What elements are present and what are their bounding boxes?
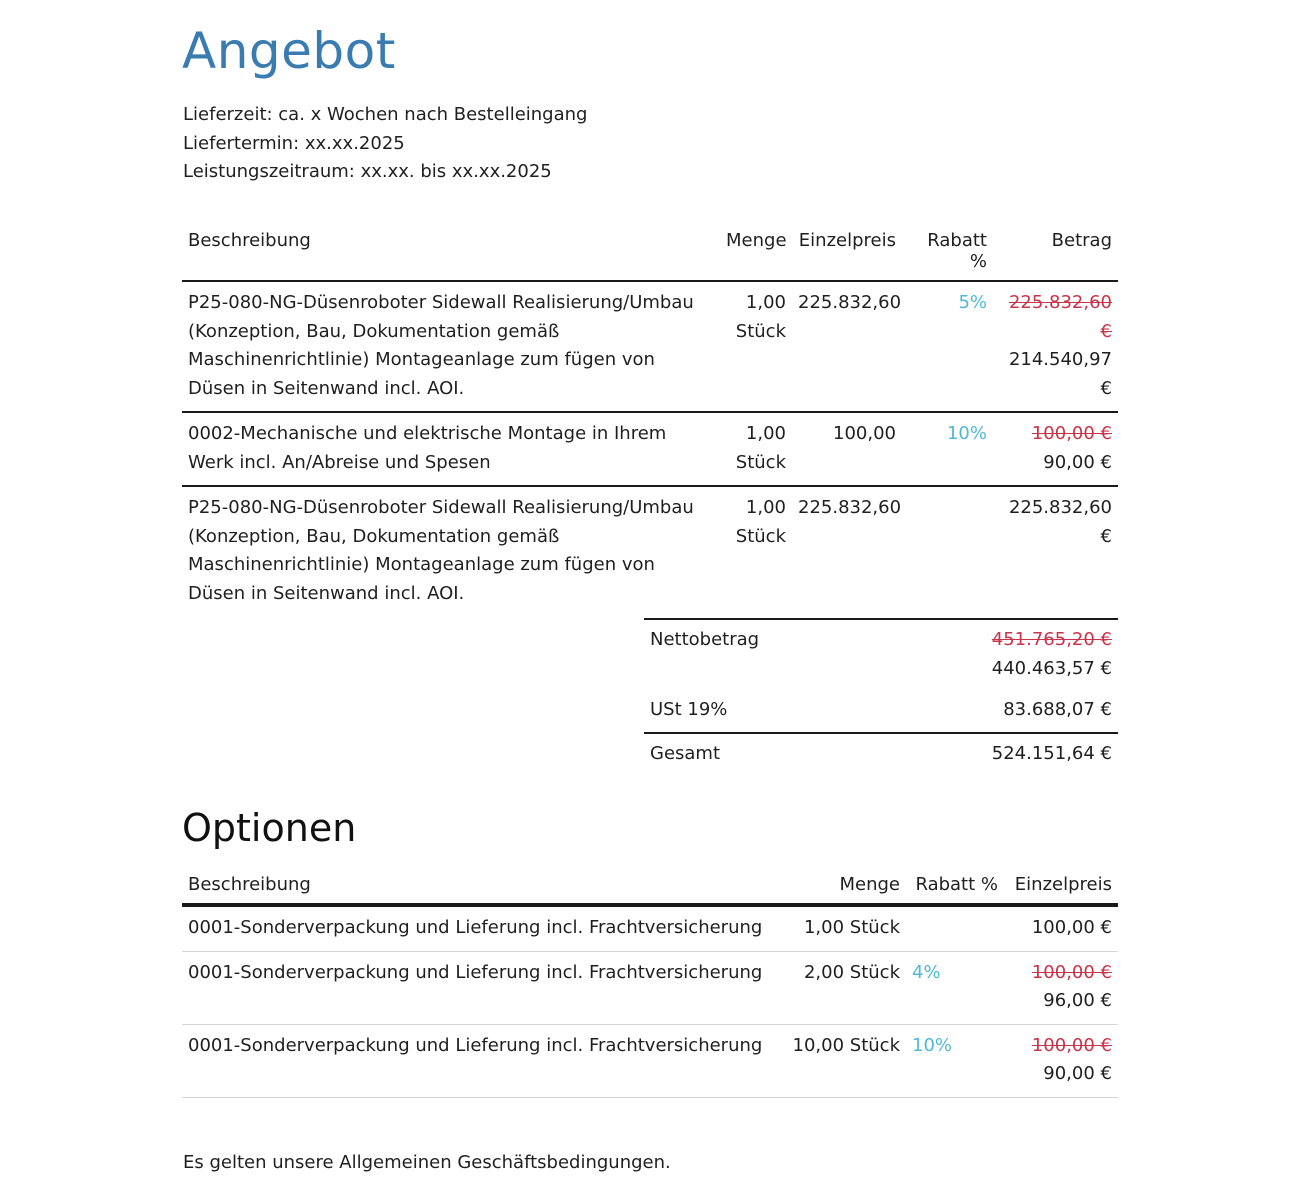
header-unit-price: Einzelpreis [798,230,896,251]
option-original-price: 100,00 € [1031,961,1112,983]
delivery-date: Liefertermin: xx.xx.2025 [183,132,405,154]
original-amount: 225.832,60 € [1008,292,1112,342]
option-discount: 10% [912,1034,953,1056]
item-amount [993,486,1118,616]
items-header-row [182,228,1118,281]
discounted-amount: 90,00 € [1043,451,1112,473]
table-row [182,281,1118,412]
total-label: Gesamt [650,742,721,764]
item-unit-price: 225.832,60 [798,497,902,518]
item-discount [902,486,993,616]
vat-amount: 83.688,07 € [1003,699,1112,720]
option-discount: 4% [912,961,941,983]
option-quantity: 2,00 Stück [803,961,900,983]
item-quantity [720,281,792,412]
option-price [1004,905,1118,951]
option-description: 0001-Sonderverpackung und Lieferung incl. Frachtversicherung [188,917,763,938]
quantity-unit: Stück [735,320,786,342]
quantity-unit: Stück [735,451,786,473]
option-price [1004,951,1118,1024]
item-amount [993,412,1118,486]
net-discounted-amount: 440.463,57 € [991,657,1112,679]
net-amount [871,619,1118,690]
service-period: Leistungszeitraum: xx.xx. bis xx.xx.2025 [183,161,552,182]
net-row [644,619,1118,690]
header-discount: Rabatt % [927,230,987,272]
vat-row [644,690,1118,733]
option-description: 0001-Sonderverpackung und Lieferung incl. Frachtversicherung [188,1034,763,1056]
quantity-unit: Stück [735,525,786,547]
option-discounted-price: 100,00 € [1031,917,1112,938]
option-quantity: 10,00 Stück [792,1034,900,1056]
option-description: 0001-Sonderverpackung und Lieferung incl. Frachtversicherung [188,961,763,983]
options-title: Optionen [182,806,357,850]
item-quantity [720,412,792,486]
item-amount [993,281,1118,412]
table-row [182,486,1118,616]
options-header-discount: Rabatt % [915,874,998,895]
table-row [182,951,1118,1024]
terms-note: Es gelten unsere Allgemeinen Geschäftsbedingungen. [183,1152,671,1173]
option-discount [906,905,1004,951]
option-price [1004,1024,1118,1097]
items-table [182,228,1118,616]
header-description: Beschreibung [188,230,311,251]
options-header-row [182,872,1118,905]
options-header-unit-price: Einzelpreis [1014,874,1112,895]
quantity-value: 1,00 [745,497,786,518]
table-row [182,1024,1118,1097]
quantity-value: 1,00 [745,423,786,444]
quantity-value: 1,00 [745,292,786,313]
original-amount: 100,00 € [1031,423,1112,444]
item-description: P25-080-NG-Düsenroboter Sidewall Realisierung/Umbau (Konzeption, Bau, Dokumentation gemäß Maschinenrichtlinie) Montageanlage zum fügen von Düsen in Seitenwand incl. AOI. [188,292,694,399]
page-title: Angebot [182,22,396,80]
item-quantity [720,486,792,616]
net-label: Nettobetrag [650,629,760,650]
options-header-description: Beschreibung [188,874,311,895]
item-discount: 10% [946,423,987,444]
delivery-time: Lieferzeit: ca. x Wochen nach Bestelleingang [183,104,588,125]
item-description: 0002-Mechanische und elektrische Montage in Ihrem Werk incl. An/Abreise und Spesen [188,423,667,473]
item-description: P25-080-NG-Düsenroboter Sidewall Realisierung/Umbau (Konzeption, Bau, Dokumentation gemäß Maschinenrichtlinie) Montageanlage zum fügen von Düsen in Seitenwand incl. AOI. [188,497,694,604]
net-original-amount: 451.765,20 € [991,629,1112,650]
option-original-price: 100,00 € [1031,1034,1112,1056]
option-discounted-price: 90,00 € [1043,1063,1112,1084]
options-header-quantity: Menge [839,874,900,895]
item-unit-price: 225.832,60 [798,292,902,313]
option-quantity: 1,00 Stück [803,917,900,938]
table-row [182,412,1118,486]
discounted-amount: 225.832,60 € [1008,497,1112,547]
discounted-amount: 214.540,97 € [1008,349,1112,399]
total-amount: 524.151,64 € [991,742,1112,764]
delivery-info [183,101,587,187]
header-amount: Betrag [1051,230,1112,251]
option-discounted-price: 96,00 € [1043,990,1112,1011]
item-unit-price: 100,00 [833,423,896,444]
options-table [182,872,1118,1098]
item-discount: 5% [958,292,987,313]
totals-table [644,618,1118,775]
total-row [644,733,1118,776]
vat-label: USt 19% [650,699,728,720]
header-quantity: Menge [726,230,787,251]
table-row [182,905,1118,951]
